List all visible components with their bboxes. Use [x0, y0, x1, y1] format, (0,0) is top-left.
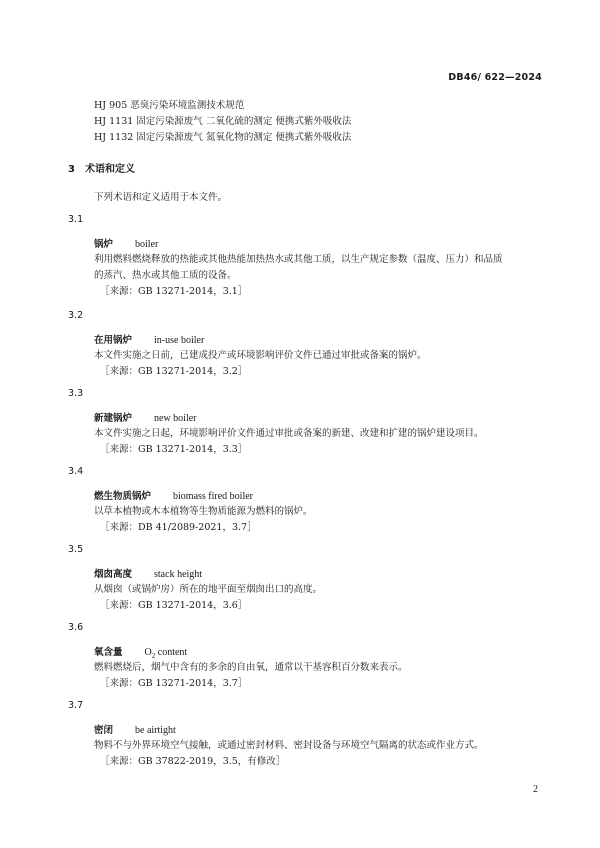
term-source: ［来源：GB 13271-2014，3.1］	[100, 286, 248, 297]
reference-item: HJ 1131 固定污染源废气 二氧化硫的测定 便携式紫外吸收法	[94, 116, 352, 127]
term-en: boiler	[135, 239, 159, 250]
reference-item: HJ 905 恶臭污染环境监测技术规范	[94, 100, 245, 111]
term-en: in-use boiler	[154, 335, 205, 346]
term-zh: 密闭	[94, 725, 114, 736]
term-zh: 锅炉	[94, 239, 114, 250]
term-title	[94, 566, 202, 580]
definition-line: 物料不与外界环境空气接触，或通过密封材料、密封设备与环境空气隔离的状态或作业方式。	[94, 740, 484, 751]
term-source: ［来源：GB 37822-2019，3.5，有修改］	[100, 756, 286, 767]
term-number: 3.7	[68, 700, 84, 711]
definition-line: 利用燃料燃烧释放的热能或其他热能加热热水或其他工质，以生产规定参数（温度、压力）和品质	[94, 254, 503, 265]
term-title	[94, 722, 176, 736]
term-en-rest: content	[155, 647, 188, 658]
term-source: ［来源：GB 13271-2014，3.6］	[100, 600, 248, 611]
term-definition	[94, 582, 534, 614]
term-title	[94, 488, 253, 502]
reference-list	[94, 98, 351, 146]
term-en-base: O	[144, 647, 152, 658]
term-en	[145, 647, 188, 658]
term-en-subscript: 2	[151, 652, 156, 660]
term-number: 3.4	[68, 466, 84, 477]
term-number: 3.5	[68, 544, 84, 555]
term-zh: 燃生物质锅炉	[94, 491, 152, 502]
term-number: 3.3	[68, 388, 84, 399]
term-en: stack height	[154, 569, 203, 580]
term-definition	[94, 660, 534, 692]
term-definition	[94, 738, 534, 770]
definition-line: 本文件实施之日前，已建成投产或环境影响评价文件已通过审批或备案的锅炉。	[94, 350, 427, 361]
term-definition	[94, 348, 534, 380]
term-source: ［来源：GB 13271-2014，3.3］	[100, 444, 248, 455]
term-title	[94, 644, 187, 660]
term-title	[94, 332, 204, 346]
section-heading	[68, 160, 135, 175]
term-zh: 氧含量	[94, 647, 123, 658]
definition-line: 以草本植物或木本植物等生物质能源为燃料的锅炉。	[94, 506, 313, 517]
term-number: 3.2	[68, 310, 84, 321]
term-en: be airtight	[135, 725, 176, 736]
page-number: 2	[533, 784, 538, 795]
term-title	[94, 410, 197, 424]
term-zh: 新建锅炉	[94, 413, 133, 424]
term-source: ［来源：GB 13271-2014，3.7］	[100, 678, 248, 689]
term-source: ［来源：DB 41/2089-2021，3.7］	[100, 522, 257, 533]
term-en: biomass fired boiler	[173, 491, 253, 502]
reference-item: HJ 1132 固定污染源废气 氮氧化物的测定 便携式紫外吸收法	[94, 132, 352, 143]
term-source: ［来源：GB 13271-2014，3.2］	[100, 366, 248, 377]
section-title: 术语和定义	[84, 164, 135, 175]
section-number: 3	[68, 164, 75, 175]
term-number: 3.1	[68, 214, 84, 225]
definition-line: 本文件实施之日起，环境影响评价文件通过审批或备案的新建、改建和扩建的锅炉建设项目。	[94, 428, 484, 439]
term-definition	[94, 504, 534, 536]
term-zh: 烟囱高度	[94, 569, 133, 580]
term-number: 3.6	[68, 622, 84, 633]
term-title	[94, 236, 158, 250]
document-code: DB46/ 622—2024	[448, 72, 542, 83]
term-definition	[94, 252, 534, 300]
term-zh: 在用锅炉	[94, 335, 133, 346]
term-en: new boiler	[154, 413, 197, 424]
definition-line: 从烟囱（或锅炉房）所在的地平面至烟囱出口的高度。	[94, 584, 323, 595]
term-definition	[94, 426, 534, 458]
definition-line: 的蒸汽、热水或其他工质的设备。	[94, 270, 237, 281]
section-intro: 下列术语和定义适用于本文件。	[94, 192, 228, 203]
definition-line: 燃料燃烧后，烟气中含有的多余的自由氧，通常以干基容积百分数来表示。	[94, 662, 408, 673]
